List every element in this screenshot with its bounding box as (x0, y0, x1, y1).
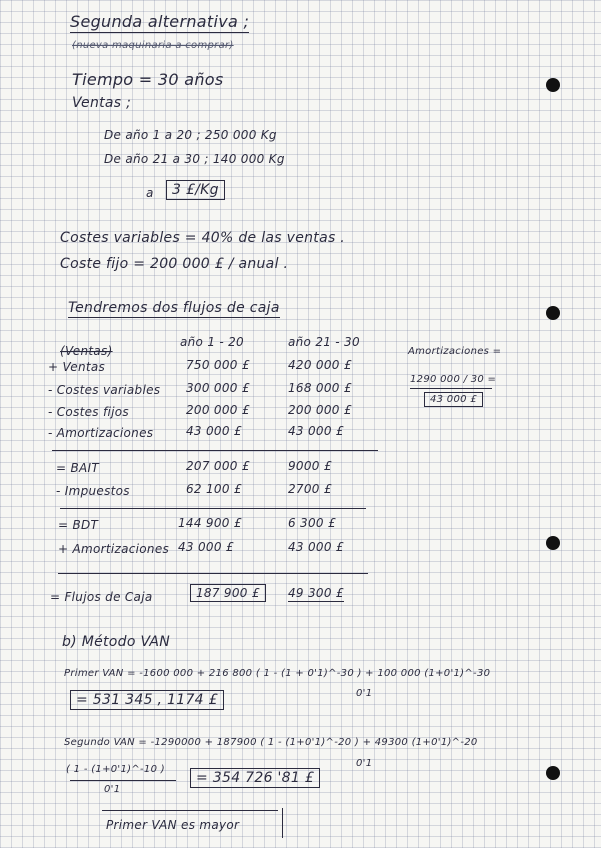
conclusion-bracket (282, 808, 283, 838)
row-value-col1: 43 000 £ (186, 424, 242, 438)
conclusion-text: Primer VAN es mayor (106, 818, 240, 832)
table-divider-2 (60, 508, 366, 509)
binder-hole-3 (546, 536, 560, 550)
ventas-line-2: De año 21 a 30 ; 140 000 Kg (104, 152, 285, 166)
amort-note-result: 43 000 £ (424, 392, 483, 407)
amort-note-title: Amortizaciones = (408, 346, 502, 357)
precio-box: 3 £/Kg (166, 180, 225, 200)
primer-van-result: = 531 345 , 1174 £ (70, 690, 224, 710)
row-label: - Costes fijos (48, 405, 129, 419)
ventas-line-1: De año 1 a 20 ; 250 000 Kg (104, 128, 277, 142)
row-label: = Flujos de Caja (50, 590, 153, 604)
binder-hole-4 (546, 766, 560, 780)
struck-label: (Ventas) (60, 344, 113, 358)
primer-van-formula: Primer VAN = -1600 000 + 216 800 ( 1 - (1 + 0'1)^-30 ) + 100 000 (1+0'1)^-30 (64, 668, 491, 679)
segundo-van-fraction-den: 0'1 (104, 784, 121, 795)
row-label: + Ventas (48, 360, 106, 374)
row-value-col1: 144 900 £ (178, 516, 242, 530)
page-title: Segunda alternativa ; (70, 12, 250, 31)
row-value-col2: 43 000 £ (288, 540, 344, 554)
row-value-col2: 9000 £ (288, 459, 332, 473)
row-label: + Amortizaciones (58, 542, 170, 556)
col-header-21-30: año 21 - 30 (288, 335, 360, 349)
row-value-col1: 62 100 £ (186, 482, 242, 496)
segundo-van-fraction: ( 1 - (1+0'1)^-10 ) (66, 764, 165, 775)
binder-hole-2 (546, 306, 560, 320)
segundo-van-fraction-bar (70, 780, 176, 781)
amort-note-calc: 1290 000 / 30 = (410, 374, 497, 385)
row-value-col1: 750 000 £ (186, 358, 250, 372)
row-label: - Amortizaciones (48, 426, 154, 440)
row-value-col1: 200 000 £ (186, 403, 250, 417)
segundo-van-formula: Segundo VAN = -1290000 + 187900 ( 1 - (1+0'1)^-20 ) + 49300 (1+0'1)^-20 (64, 737, 478, 748)
primer-van-denominator: 0'1 (356, 688, 373, 699)
row-value-col1: 207 000 £ (186, 459, 250, 473)
row-value-col1: 300 000 £ (186, 381, 250, 395)
amort-note-underline (410, 388, 492, 389)
row-label: = BDT (58, 518, 99, 532)
row-value-col1: 43 000 £ (178, 540, 234, 554)
segundo-van-result: = 354 726 '81 £ (190, 768, 320, 788)
row-value-col2: 168 000 £ (288, 381, 352, 395)
row-value-col2: 200 000 £ (288, 403, 352, 417)
page-subtitle: (nueva maquinaria a comprar) (72, 40, 234, 51)
flujo-value-col2: 49 300 £ (288, 586, 344, 600)
col-header-1-20: año 1 - 20 (180, 335, 244, 349)
precio-prefix: a (146, 186, 154, 200)
table-divider-1 (52, 450, 378, 451)
table-divider-3 (58, 573, 368, 574)
binder-hole-1 (546, 78, 560, 92)
tiempo-text: Tiempo = 30 años (72, 70, 224, 89)
row-value-col2: 420 000 £ (288, 358, 352, 372)
ventas-label: Ventas ; (72, 95, 132, 111)
row-value-col2: 6 300 £ (288, 516, 336, 530)
row-label: - Impuestos (56, 484, 130, 498)
costes-variables-text: Costes variables = 40% de las ventas . (60, 230, 346, 246)
row-value-col2: 43 000 £ (288, 424, 344, 438)
conclusion-overline (102, 810, 278, 811)
van-heading: b) Método VAN (62, 634, 171, 650)
flujos-heading: Tendremos dos flujos de caja (68, 300, 280, 316)
row-label: = BAIT (56, 461, 99, 475)
segundo-van-denominator: 0'1 (356, 758, 373, 769)
flujo-box-col1: 187 900 £ (190, 584, 266, 602)
row-label: - Costes variables (48, 383, 161, 397)
coste-fijo-text: Coste fijo = 200 000 £ / anual . (60, 256, 289, 272)
row-value-col2: 2700 £ (288, 482, 332, 496)
